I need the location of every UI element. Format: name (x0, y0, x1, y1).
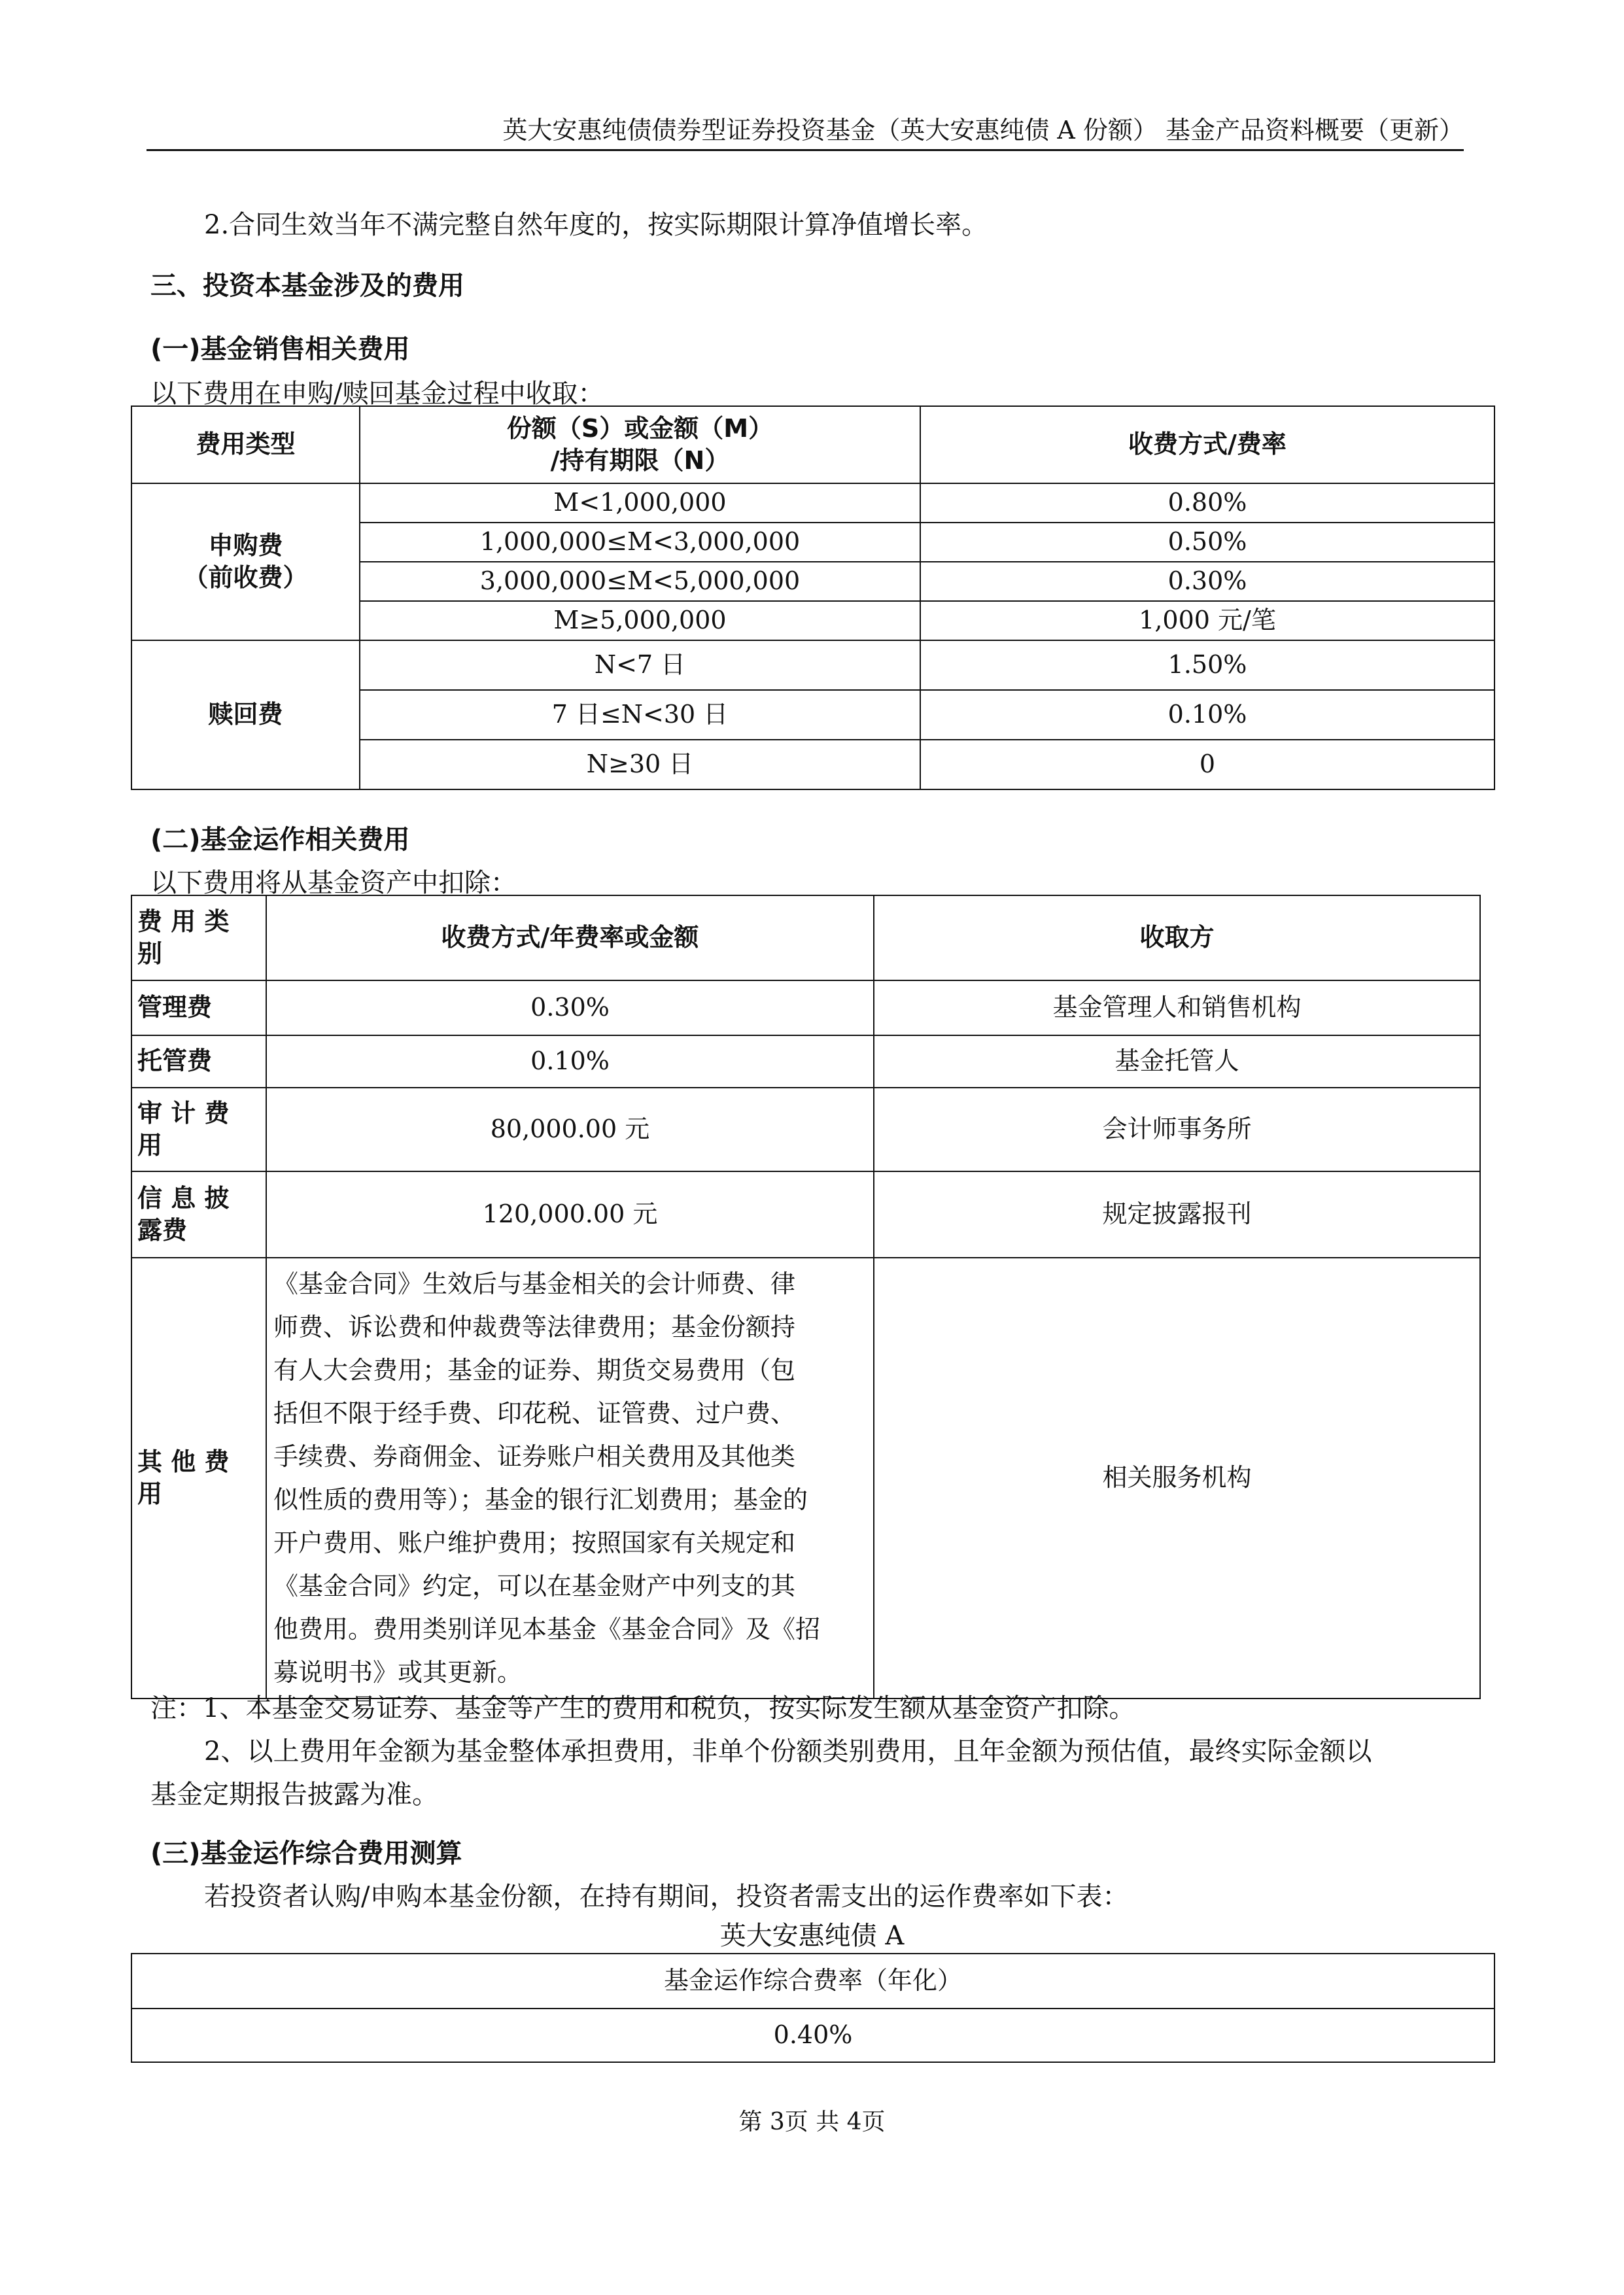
other-fees-line: 有人大会费用；基金的证券、期货交易费用（包 (273, 1356, 796, 1385)
header-fee-type: 费用类型 (131, 406, 360, 483)
page-number: 第 3页 共 4页 (738, 2109, 886, 2135)
other-fees-line: 募说明书》或其更新。 (273, 1658, 523, 1687)
rate-cell: 1.50% (920, 640, 1494, 690)
fee-category-line1: 审 计 费 (137, 1098, 230, 1128)
fee-amount-cell: 120,000.00 元 (266, 1171, 874, 1258)
range-cell: N<7 日 (360, 640, 920, 690)
payee-cell: 基金管理人和销售机构 (874, 980, 1480, 1035)
payee-cell: 基金托管人 (874, 1035, 1480, 1088)
header-fee-category-line2: 别 (137, 939, 163, 968)
subscription-fee-label-line1: 申购费 (208, 530, 283, 560)
fee-category-line2: 露费 (137, 1216, 188, 1245)
fee-category-line2: 用 (137, 1131, 163, 1160)
other-fees-line: 他费用。费用类别详见本基金《基金合同》及《招 (273, 1615, 821, 1644)
table-header-row (131, 895, 1480, 980)
rate-cell: 0.50% (920, 523, 1494, 562)
table-header-row (131, 1954, 1494, 2009)
fee-category-cell (131, 1258, 266, 1699)
fee-category-cell (131, 1088, 266, 1171)
sales-fees-title: (一)基金销售相关费用 (150, 334, 410, 364)
range-cell: 3,000,000≤M<5,000,000 (360, 562, 920, 601)
performance-note: 2.合同生效当年不满完整自然年度的，按实际期限计算净值增长率。 (204, 210, 988, 240)
other-fees-line: 《基金合同》约定，可以在基金财产中列支的其 (273, 1572, 796, 1600)
comprehensive-fee-caption: 英大安惠纯债 A (719, 1921, 905, 1951)
comprehensive-fee-header: 基金运作综合费率（年化） (131, 1954, 1494, 2009)
rate-cell: 0.30% (920, 562, 1494, 601)
header-amount-line2: /持有期限（N） (550, 446, 730, 475)
other-fees-line: 似性质的费用等）；基金的银行汇划费用；基金的 (273, 1485, 808, 1514)
other-fees-line: 《基金合同》生效后与基金相关的会计师费、律 (273, 1269, 796, 1298)
comprehensive-fee-value: 0.40% (131, 2009, 1494, 2062)
range-cell: N≥30 日 (360, 740, 920, 789)
operation-fees-title: (二)基金运作相关费用 (150, 825, 410, 855)
operation-fees-intro: 以下费用将从基金资产中扣除： (150, 868, 517, 898)
operation-fees-table (131, 895, 1481, 1699)
other-fees-line: 师费、诉讼费和仲裁费等法律费用；基金份额持 (273, 1313, 796, 1341)
table-row (131, 1088, 1480, 1171)
range-cell: 7 日≤N<30 日 (360, 690, 920, 740)
payee-cell: 规定披露报刊 (874, 1171, 1480, 1258)
table-row (131, 1035, 1480, 1088)
header-fee-method: 收费方式/年费率或金额 (266, 895, 874, 980)
comprehensive-fee-table (131, 1953, 1495, 2063)
other-fees-line: 手续费、券商佣金、证券账户相关费用及其他类 (273, 1442, 796, 1471)
fee-category-cell (131, 1171, 266, 1258)
table-row (131, 1171, 1480, 1258)
section-3-title: 三、投资本基金涉及的费用 (150, 271, 464, 301)
sales-fees-table (131, 406, 1495, 790)
redemption-fee-label: 赎回费 (131, 640, 360, 789)
operation-fees-note-2-cont: 基金定期报告披露为准。 (150, 1780, 438, 1810)
fee-amount-cell: 0.30% (266, 980, 874, 1035)
page-header-title: 英大安惠纯债债券型证券投资基金（英大安惠纯债 A 份额） 基金产品资料概要（更新） (502, 116, 1464, 145)
rate-cell: 1,000 元/笔 (920, 601, 1494, 640)
subscription-fee-label-line2: （前收费） (183, 563, 308, 592)
header-rate: 收费方式/费率 (920, 406, 1494, 483)
header-fee-category-line1: 费 用 类 (137, 906, 230, 936)
fee-category-cell: 管理费 (131, 980, 266, 1035)
fee-amount-cell: 80,000.00 元 (266, 1088, 874, 1171)
table-row (131, 483, 1494, 523)
other-fees-description (266, 1258, 874, 1699)
range-cell: M<1,000,000 (360, 483, 920, 523)
header-divider (147, 149, 1464, 151)
fee-category-line1: 信 息 披 (137, 1183, 230, 1213)
table-row (131, 640, 1494, 690)
table-header-row (131, 406, 1494, 483)
header-amount-line1: 份额（S）或金额（M） (506, 413, 774, 443)
range-cell: M≥5,000,000 (360, 601, 920, 640)
payee-cell: 会计师事务所 (874, 1088, 1480, 1171)
fee-amount-cell: 0.10% (266, 1035, 874, 1088)
rate-cell: 0 (920, 740, 1494, 789)
rate-cell: 0.80% (920, 483, 1494, 523)
comprehensive-fee-title: (三)基金运作综合费用测算 (150, 1838, 462, 1869)
table-row (131, 2009, 1494, 2062)
header-amount-period (360, 406, 920, 483)
rate-cell: 0.10% (920, 690, 1494, 740)
table-row (131, 980, 1480, 1035)
operation-fees-note-1: 注：1、本基金交易证券、基金等产生的费用和税负，按实际发生额从基金资产扣除。 (150, 1693, 1135, 1723)
header-payee: 收取方 (874, 895, 1480, 980)
operation-fees-note-2: 2、以上费用年金额为基金整体承担费用，非单个份额类别费用，且年金额为预估值，最终实际金额以 (204, 1736, 1372, 1767)
fee-category-cell: 托管费 (131, 1035, 266, 1088)
other-fees-line: 开户费用、账户维护费用；按照国家有关规定和 (273, 1528, 796, 1557)
other-fees-line: 括但不限于经手费、印花税、证管费、过户费、 (273, 1399, 796, 1428)
payee-cell: 相关服务机构 (874, 1258, 1480, 1699)
table-row (131, 1258, 1480, 1699)
fee-category-line2: 用 (137, 1479, 163, 1508)
fee-category-line1: 其 他 费 (137, 1447, 230, 1476)
sales-fees-intro: 以下费用在申购/赎回基金过程中收取： (150, 379, 604, 409)
header-fee-category (131, 895, 266, 980)
subscription-fee-label (131, 483, 360, 640)
range-cell: 1,000,000≤M<3,000,000 (360, 523, 920, 562)
comprehensive-fee-intro: 若投资者认购/申购本基金份额，在持有期间，投资者需支出的运作费率如下表： (204, 1882, 1129, 1912)
